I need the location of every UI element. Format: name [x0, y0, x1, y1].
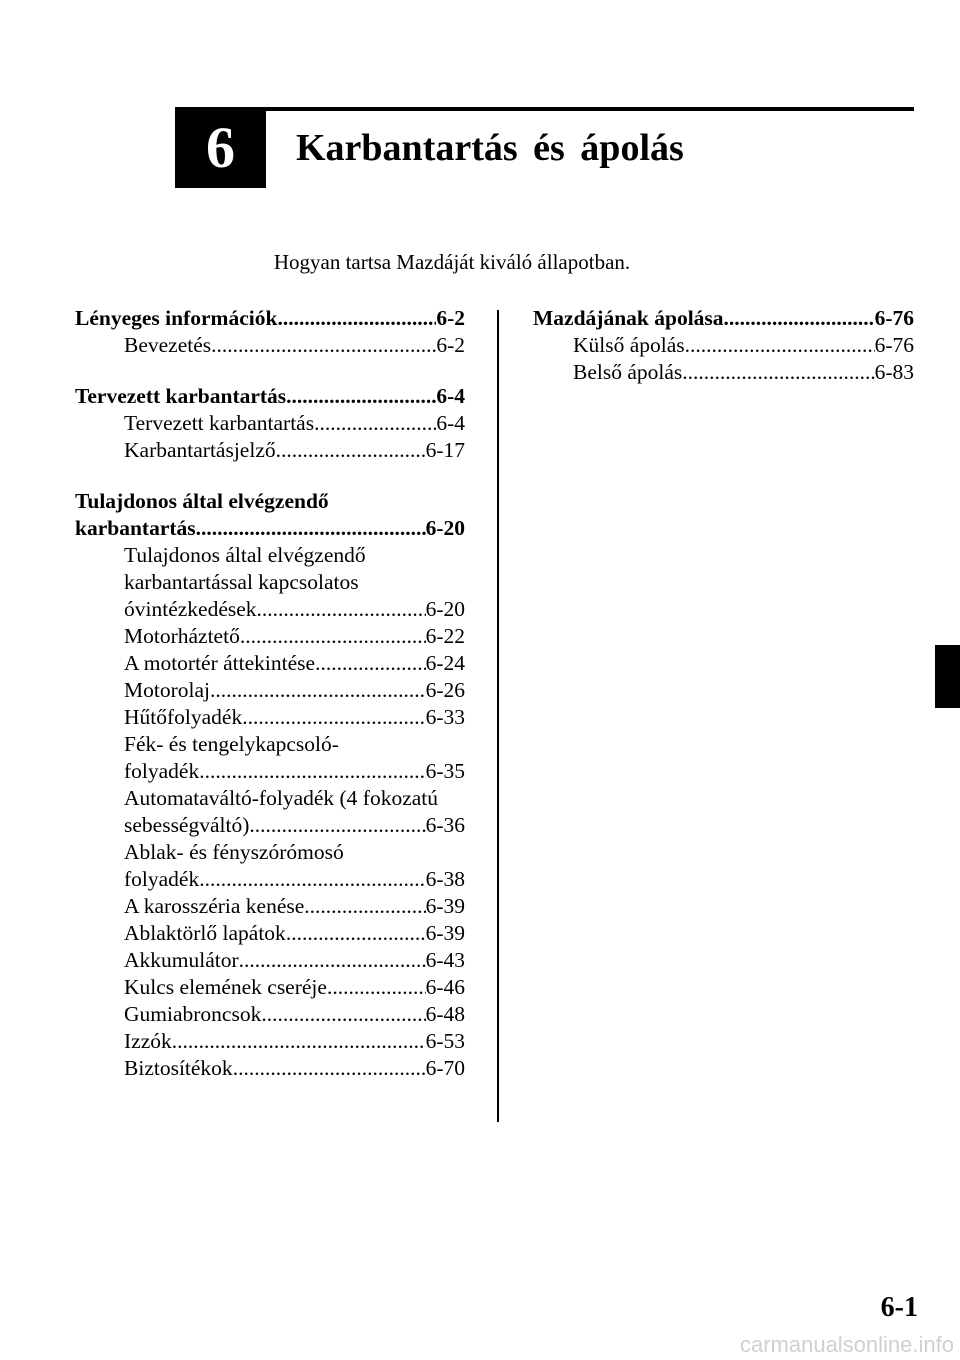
toc-item-entry[interactable]	[124, 704, 465, 731]
section-title	[75, 305, 465, 332]
chapter-tab-marker	[935, 645, 960, 708]
toc-item-entry-page: 6-53	[425, 1029, 465, 1053]
toc-item-entry-page: 6-35	[425, 759, 465, 783]
toc-item	[75, 920, 465, 947]
toc-item-entry-label: Motorháztető	[124, 624, 240, 648]
dot-leader	[724, 305, 875, 332]
toc-item-entry[interactable]	[124, 812, 465, 839]
toc-item-entry[interactable]	[124, 677, 465, 704]
toc-item-entry-label: Ablaktörlő lapátok	[124, 921, 286, 945]
section-title-page: 6-20	[425, 516, 465, 540]
section-title-entry[interactable]	[75, 305, 465, 332]
toc-item-entry-page: 6-17	[425, 438, 465, 462]
toc-item-entry[interactable]	[124, 758, 465, 785]
section-title-entry[interactable]	[75, 515, 465, 542]
toc-item	[75, 1055, 465, 1082]
section-title-entry[interactable]	[533, 305, 914, 332]
toc-item-entry-label: Akkumulátor	[124, 948, 239, 972]
toc-item	[75, 332, 465, 359]
dot-leader	[286, 383, 436, 410]
toc-item-entry-label: Gumiabroncsok	[124, 1002, 262, 1026]
toc-right-column	[533, 305, 914, 410]
dot-leader	[261, 1001, 425, 1028]
toc-section	[533, 305, 914, 386]
dot-leader	[286, 920, 426, 947]
toc-item-entry[interactable]	[124, 1055, 465, 1082]
chapter-header-rule	[175, 107, 914, 111]
toc-item-entry-label: A motortér áttekintése	[124, 651, 316, 675]
toc-item-entry-page: 6-22	[425, 624, 465, 648]
chapter-number: 6	[206, 115, 235, 180]
dot-leader	[211, 332, 436, 359]
toc-item-entry-label: óvintézkedések	[124, 597, 257, 621]
dot-leader	[276, 437, 426, 464]
section-title-label: Mazdájának ápolása	[533, 306, 724, 330]
toc-item	[75, 893, 465, 920]
dot-leader	[304, 893, 425, 920]
toc-item	[75, 410, 465, 437]
toc-item-entry[interactable]	[124, 1001, 465, 1028]
chapter-title: Karbantartás és ápolás	[296, 127, 684, 169]
toc-item-entry[interactable]	[124, 437, 465, 464]
toc-item-entry[interactable]	[573, 359, 914, 386]
toc-item-entry-label: Biztosítékok	[124, 1056, 233, 1080]
section-title-entry[interactable]	[75, 383, 465, 410]
dot-leader	[199, 758, 425, 785]
toc-item-entry[interactable]	[124, 920, 465, 947]
toc-item	[75, 677, 465, 704]
toc-item-entry-label: Hűtőfolyadék	[124, 705, 243, 729]
toc-item-entry[interactable]	[124, 650, 465, 677]
toc-item-entry-page: 6-4	[436, 411, 465, 435]
toc-item-entry[interactable]	[124, 623, 465, 650]
dot-leader	[196, 515, 426, 542]
dot-leader	[277, 305, 436, 332]
toc-item-entry-page: 6-39	[425, 894, 465, 918]
toc-item	[75, 731, 465, 785]
section-title	[75, 488, 465, 542]
toc-item-line: karbantartással kapcsolatos	[124, 570, 359, 594]
toc-item	[75, 1028, 465, 1055]
toc-item	[75, 839, 465, 893]
toc-item-entry-label: Külső ápolás	[573, 333, 685, 357]
toc-item-entry[interactable]	[124, 596, 465, 623]
toc-section	[75, 488, 465, 1082]
toc-item-entry-page: 6-20	[425, 597, 465, 621]
toc-item-entry-label: Kulcs elemének cseréje	[124, 975, 327, 999]
toc-item	[75, 542, 465, 623]
toc-item-entry-page: 6-2	[436, 333, 465, 357]
toc-item	[75, 974, 465, 1001]
toc-item-entry-page: 6-24	[425, 651, 465, 675]
toc-item	[75, 947, 465, 974]
toc-item	[75, 704, 465, 731]
toc-item-line: Automataváltó-folyadék (4 fokozatú	[124, 786, 439, 810]
dot-leader	[242, 704, 425, 731]
dot-leader	[233, 1055, 426, 1082]
section-title-line: Tulajdonos által elvégzendő	[75, 489, 329, 513]
toc-item-entry-label: Bevezetés	[124, 333, 212, 357]
toc-item-entry[interactable]	[124, 893, 465, 920]
dot-leader	[239, 947, 426, 974]
toc-item-entry-page: 6-46	[425, 975, 465, 999]
toc-item	[75, 437, 465, 464]
dot-leader	[199, 866, 425, 893]
dot-leader	[314, 410, 436, 437]
toc-item-entry[interactable]	[124, 866, 465, 893]
section-title-page: 6-4	[436, 384, 465, 408]
section-title-label: karbantartás	[75, 516, 196, 540]
column-divider	[497, 310, 499, 1122]
toc-item-entry[interactable]	[124, 410, 465, 437]
toc-item-entry-label: Izzók	[124, 1029, 172, 1053]
toc-item-entry-page: 6-76	[874, 333, 914, 357]
toc-section	[75, 305, 465, 359]
dot-leader	[210, 677, 426, 704]
toc-item-entry-page: 6-33	[425, 705, 465, 729]
toc-item-entry-label: Tervezett karbantartás	[124, 411, 315, 435]
toc-item	[75, 1001, 465, 1028]
dot-leader	[249, 812, 425, 839]
toc-item	[75, 623, 465, 650]
dot-leader	[327, 974, 426, 1001]
toc-item	[533, 332, 914, 359]
dot-leader	[315, 650, 426, 677]
toc-item-line: Fék- és tengelykapcsoló-	[124, 732, 339, 756]
dot-leader	[685, 332, 875, 359]
dot-leader	[240, 623, 426, 650]
toc-item-entry[interactable]	[124, 947, 465, 974]
section-title-page: 6-2	[436, 306, 465, 330]
toc-section	[75, 383, 465, 464]
page-number: 6-1	[880, 1292, 918, 1323]
dot-leader	[257, 596, 426, 623]
toc-item	[75, 785, 465, 839]
toc-item-entry-page: 6-83	[874, 360, 914, 384]
section-title-page: 6-76	[874, 306, 914, 330]
section-title-label: Lényeges információk	[75, 306, 278, 330]
section-title-label: Tervezett karbantartás	[75, 384, 287, 408]
toc-item-entry-label: Belső ápolás	[573, 360, 683, 384]
toc-item-entry-page: 6-39	[425, 921, 465, 945]
toc-item-line: Ablak- és fényszórómosó	[124, 840, 344, 864]
toc-item-entry[interactable]	[124, 332, 465, 359]
toc-item-entry-label: sebességváltó)	[124, 813, 250, 837]
toc-item-entry[interactable]	[124, 974, 465, 1001]
toc-item-entry[interactable]	[573, 332, 914, 359]
toc-item	[533, 359, 914, 386]
chapter-number-box	[175, 108, 266, 188]
toc-item-entry-page: 6-36	[425, 813, 465, 837]
toc-item-entry-page: 6-48	[425, 1002, 465, 1026]
toc-item-entry-label: Karbantartásjelző	[124, 438, 276, 462]
chapter-subtitle: Hogyan tartsa Mazdáját kiváló állapotban.	[273, 250, 631, 274]
toc-item	[75, 650, 465, 677]
toc-item-entry-page: 6-38	[425, 867, 465, 891]
watermark: carmanualsonline.info	[739, 1332, 954, 1357]
dot-leader	[682, 359, 874, 386]
toc-item-entry-label: folyadék	[124, 759, 200, 783]
dot-leader	[172, 1028, 426, 1055]
toc-item-line: Tulajdonos által elvégzendő	[124, 543, 366, 567]
toc-item-entry[interactable]	[124, 1028, 465, 1055]
toc-item-entry-label: folyadék	[124, 867, 200, 891]
toc-item-entry-label: A karosszéria kenése	[124, 894, 305, 918]
section-title	[75, 383, 465, 410]
toc-item-entry-page: 6-70	[425, 1056, 465, 1080]
section-title	[533, 305, 914, 332]
toc-item-entry-page: 6-43	[425, 948, 465, 972]
toc-left-column	[75, 305, 465, 1106]
toc-item-entry-page: 6-26	[425, 678, 465, 702]
toc-item-entry-label: Motorolaj	[124, 678, 210, 702]
